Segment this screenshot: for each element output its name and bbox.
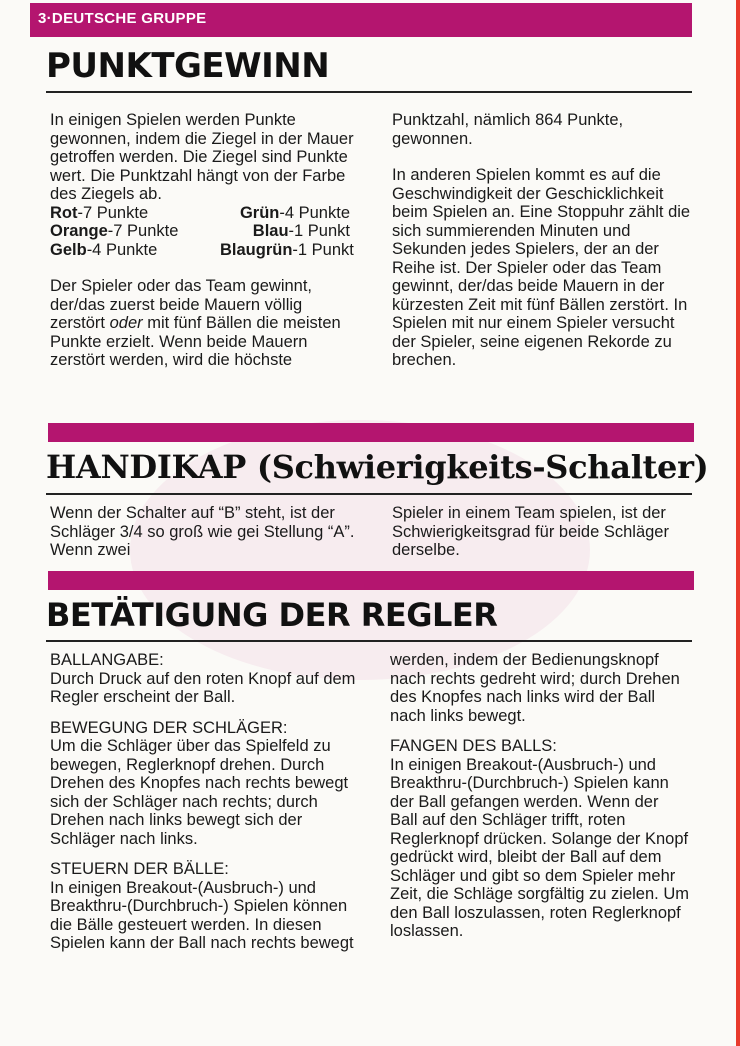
- ballangabe-heading: BALLANGABE:: [50, 651, 164, 669]
- bewegung-text: Um die Schläger über das Spielfeld zu bewegen, Reglerknopf drehen. Durch Drehen des Knopfes nach rechts bewegt sich der Schläger nach rechts; durch Drehen nach links bewegt sich der Schläger nach links.: [50, 737, 349, 848]
- color-row: Gelb-4 Punkte: [50, 240, 158, 259]
- page-edge-stripe: [736, 0, 740, 1046]
- regler-right-column: [390, 651, 690, 941]
- punktgewinn-right-column: [392, 111, 692, 370]
- handikap-left-text: Wenn der Schalter auf “B” steht, ist der Schläger 3/4 so groß wie gei Stellung “A”. Wenn zwei: [50, 504, 355, 559]
- punktgewinn-left-column: [50, 111, 360, 370]
- regler-heading: BETÄTIGUNG DER REGLER: [46, 596, 498, 634]
- handikap-heading: HANDIKAP (Schwierigkeits-Schalter): [46, 448, 709, 486]
- heading-rule: [46, 640, 692, 642]
- heading-rule: [46, 493, 692, 495]
- color-row: Rot-7 Punkte: [50, 203, 149, 222]
- heading-rule: [46, 91, 692, 93]
- steuern-text-continued: werden, indem der Bedienungsknopf nach rechts gedreht wird; durch Drehen des Knopfes nach links wird der Ball nach links bewegt.: [390, 651, 680, 725]
- fangen-heading: FANGEN DES BALLS:: [390, 737, 557, 755]
- punktgewinn-rules: Der Spieler oder das Team gewinnt, der/das zuerst beide Mauern völlig zerstört oder mit fünf Bällen die meisten Punkte erzielt. Wenn beide Mauern zerstört werden, wird die höchste: [50, 277, 341, 369]
- fangen-text: In einigen Breakout-(Ausbruch-) und Breakthru-(Durchbruch-) Spielen kann der Ball gefangen werden. Wenn der Ball auf den Schläger trifft, roten Reglerknopf drücken. Solange der Knopf gedrückt wird, bleibt der Ball auf dem Schläger und gibt so dem Spieler mehr Zeit, die Schläge sorgfältig zu zielen. Um den Ball loszulassen, roten Reglerknopf loslassen.: [390, 755, 689, 940]
- bewegung-heading: BEWEGUNG DER SCHLÄGER:: [50, 718, 288, 737]
- steuern-text: In einigen Breakout-(Ausbruch-) und Breakthru-(Durchbruch-) Spielen können die Bälle gesteuert werden. In diesen Spielen kann der Ball nach rechts bewegt: [50, 878, 354, 952]
- punktgewinn-intro: In einigen Spielen werden Punkte gewonnen, indem die Ziegel in der Mauer getroffen werden. Die Ziegel sind Punkte wert. Die Punktzahl hängt von der Farbe des Ziegels ab.: [50, 111, 354, 203]
- steuern-heading: STEUERN DER BÄLLE:: [50, 860, 229, 878]
- punktgewinn-max-score: Punktzahl, nämlich 864 Punkte, gewonnen.: [392, 111, 624, 148]
- ballangabe-text: Durch Druck auf den roten Knopf auf dem Regler erscheint der Ball.: [50, 669, 356, 706]
- color-row: Blau-1 Punkt: [252, 222, 350, 240]
- color-row: Grün-4 Punkte: [239, 203, 350, 222]
- section-divider-band: [48, 423, 694, 442]
- color-row: Blaugrün-1 Punkt: [220, 240, 354, 259]
- punktgewinn-time-rules: In anderen Spielen kommt es auf die Geschwindigkeit der Geschicklichkeit beim Spielen an. Eine Stoppuhr zählt die sich summierenden Minuten und Sekunden jedes Spielers, der an der Reihe ist. Der Spieler oder das Team gewinnt, der/das beide Mauern in der kürzesten Zeit mit fünf Bällen zerstört. In Spielen mit nur einem Spieler versucht der Spieler, seine eigenen Rekorde zu brechen.: [392, 166, 691, 369]
- color-row: Orange-7 Punkte: [50, 222, 179, 240]
- section-header-label: 3·DEUTSCHE GRUPPE: [38, 10, 207, 27]
- regler-left-column: [50, 651, 360, 953]
- handikap-right-text: Spieler in einem Team spielen, ist der Schwierigkeitsgrad für beide Schläger derselbe.: [392, 504, 669, 559]
- punktgewinn-heading: PUNKTGEWINN: [46, 46, 330, 86]
- section-divider-band: [48, 571, 694, 590]
- color-points-table: [50, 204, 360, 260]
